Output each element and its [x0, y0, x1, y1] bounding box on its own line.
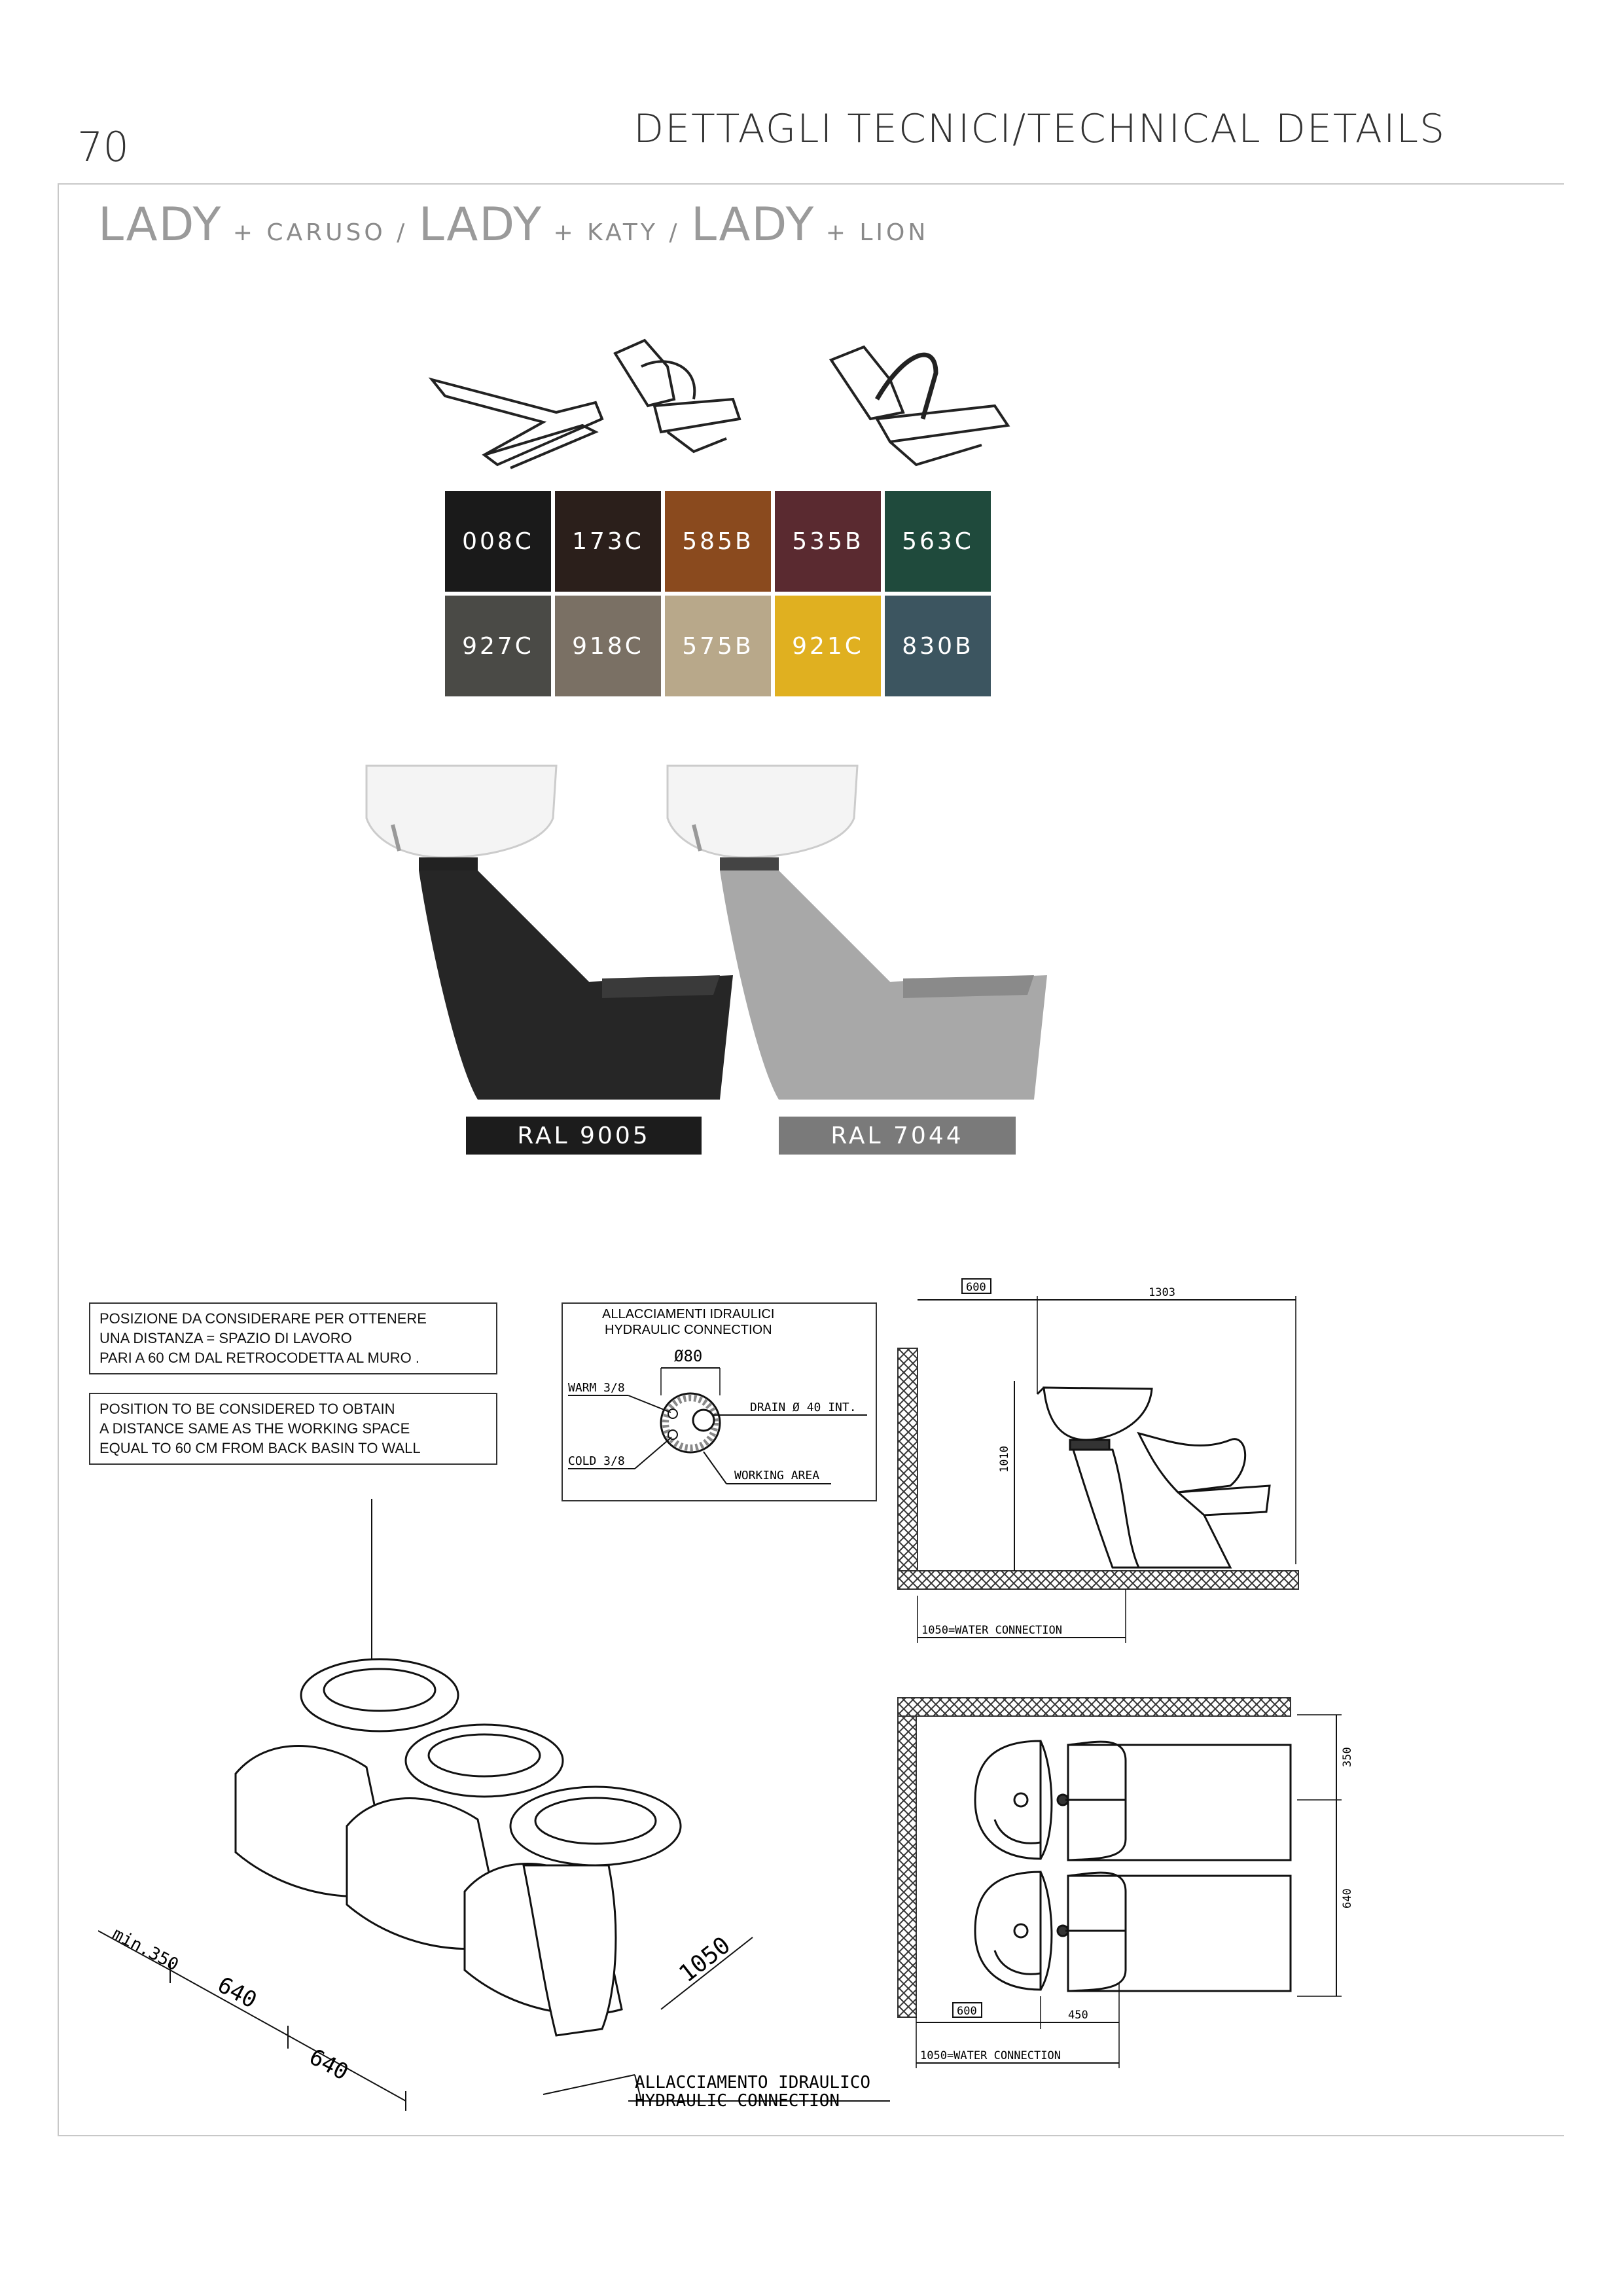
swatch-921c: 921C: [775, 596, 881, 696]
cold-label: COLD 3/8: [568, 1454, 625, 1468]
swatch-008c: 008C: [445, 491, 551, 592]
swatch-918c: 918C: [555, 596, 661, 696]
top-chair-2: [1065, 1873, 1291, 1991]
iso-connection-en: HYDRAULIC CONNECTION: [635, 2091, 840, 2111]
iso-dim-640-b: 640: [304, 2043, 353, 2086]
iso-min-label: min.350: [109, 1924, 182, 1975]
drain-circle: [693, 1410, 714, 1431]
water-connection-top-label: 1050=WATER CONNECTION: [920, 2049, 1061, 2062]
chair-sketches: [419, 327, 1027, 478]
warm-label: WARM 3/8: [568, 1381, 625, 1395]
note-line: UNA DISTANZA = SPAZIO DI LAVORO: [99, 1330, 352, 1346]
top-view-drawing: [890, 1695, 1387, 2075]
swatch-830b: 830B: [885, 596, 991, 696]
hydraulic-title-it: ALLACCIAMENTI IDRAULICI: [602, 1307, 775, 1321]
model-heading: [98, 198, 929, 251]
water-connection-label: 1050=WATER CONNECTION: [921, 1624, 1062, 1637]
side-basin-outline: [1037, 1388, 1270, 1568]
swatch-927c: 927C: [445, 596, 551, 696]
floor-hatch: [898, 1571, 1298, 1589]
note-line: A DISTANCE SAME AS THE WORKING SPACE: [99, 1420, 410, 1437]
iso-basin-group: [236, 1659, 681, 2036]
top-chair-1: [1065, 1742, 1291, 1860]
top-basin-1: [975, 1741, 1068, 1859]
ral-7044-label: RAL 7044: [779, 1117, 1016, 1155]
dim-1303-label: 1303: [1149, 1286, 1175, 1299]
swatch-173c: 173C: [555, 491, 661, 592]
model-name: LADY: [98, 198, 223, 251]
page-number: 70: [77, 123, 129, 171]
wall-hatch-top: [898, 1698, 1291, 1716]
dim-350-label: 350: [1341, 1747, 1354, 1767]
position-note-italian: [89, 1302, 497, 1374]
dim-600-top-label: 600: [957, 2005, 977, 2018]
upholstery-swatch-grid: [445, 491, 988, 696]
working-area-label: WORKING AREA: [734, 1469, 820, 1482]
diameter-label: Ø80: [674, 1347, 703, 1365]
caruso-chair-sketch: [432, 380, 602, 468]
left-frame-line: [58, 183, 59, 2135]
page-title: DETTAGLI TECNICI/TECHNICAL DETAILS: [633, 106, 1446, 152]
hydraulic-connection-diagram: [562, 1302, 877, 1501]
iso-connection-it: ALLACCIAMENTO IDRAULICO: [635, 2073, 871, 2092]
swatch-585b: 585B: [665, 491, 771, 592]
swatch-563c: 563C: [885, 491, 991, 592]
side-view-drawing: [890, 1276, 1309, 1656]
note-line: POSITION TO BE CONSIDERED TO OBTAIN: [99, 1401, 395, 1417]
ral-9005-label: RAL 9005: [466, 1117, 702, 1155]
iso-dim-1050: 1050: [674, 1931, 736, 1988]
swatch-575b: 575B: [665, 596, 771, 696]
basin-photos: [327, 759, 1086, 1126]
swatch-535b: 535B: [775, 491, 881, 592]
header-divider: [58, 183, 1564, 185]
hydraulic-title-en: HYDRAULIC CONNECTION: [605, 1323, 772, 1337]
dim-600-label: 600: [966, 1281, 986, 1294]
isometric-layout-drawing: [98, 1486, 910, 2114]
model-suffix: + CARUSO /: [232, 219, 408, 246]
footer-divider: [58, 2135, 1564, 2136]
note-line: EQUAL TO 60 CM FROM BACK BASIN TO WALL: [99, 1440, 421, 1456]
lion-chair-sketch: [831, 347, 1008, 465]
dim-1010-label: 1010: [998, 1446, 1011, 1473]
dim-450-label: 450: [1068, 2009, 1088, 2022]
katy-chair-sketch: [615, 340, 740, 452]
model-suffix: + KATY /: [553, 219, 681, 246]
iso-dim-640-a: 640: [213, 1971, 261, 2014]
model-name: LADY: [690, 198, 815, 251]
dim-640-label: 640: [1341, 1888, 1354, 1909]
top-basin-2: [975, 1872, 1068, 1990]
note-line: PARI A 60 CM DAL RETROCODETTA AL MURO .: [99, 1350, 419, 1366]
model-name: LADY: [418, 198, 543, 251]
note-line: POSIZIONE DA CONSIDERARE PER OTTENERE: [99, 1310, 427, 1327]
drain-label: DRAIN Ø 40 INT.: [750, 1401, 857, 1414]
position-note-english: [89, 1393, 497, 1465]
model-suffix: + LION: [825, 219, 929, 246]
